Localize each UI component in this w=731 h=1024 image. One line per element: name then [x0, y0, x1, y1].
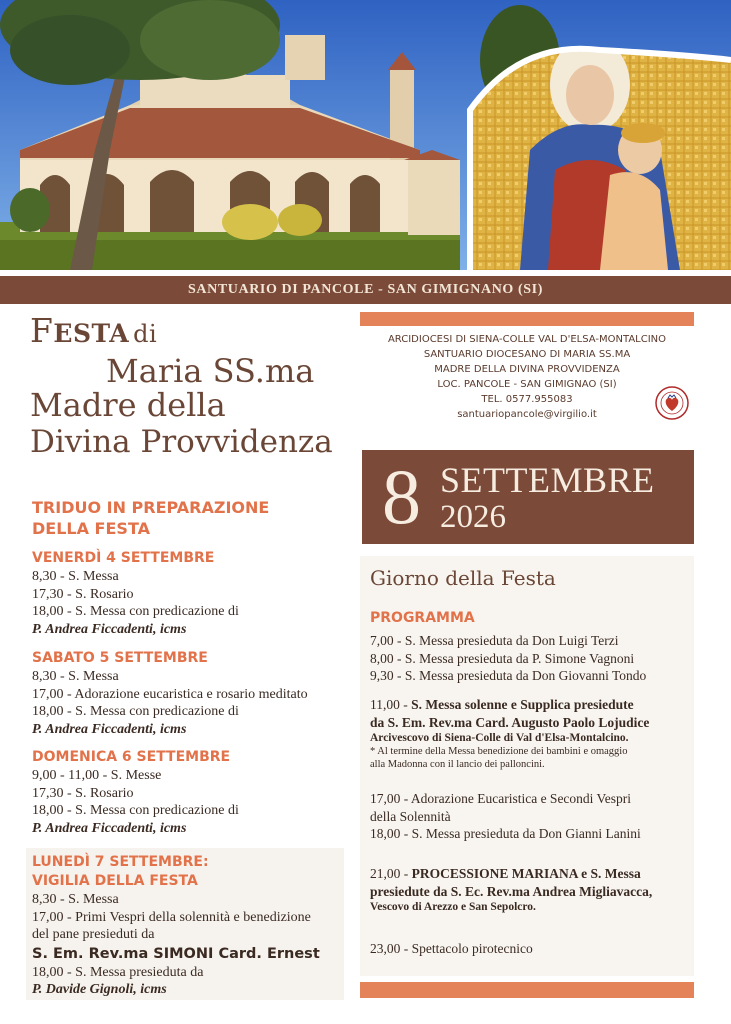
- triduo-line-1: TRIDUO IN PREPARAZIONE: [32, 498, 270, 517]
- schedule-line: 17,30 - S. Rosario: [32, 785, 134, 801]
- fireworks: [370, 940, 692, 958]
- top-accent-bar: [360, 312, 694, 326]
- evening-mass-line: 18,00 - S. Messa presieduta da Don Gianni Lanini: [370, 826, 641, 841]
- celebrant-name: S. Em. Rev.ma SIMONI Card. Ernest: [32, 945, 320, 962]
- email-address[interactable]: santuariopancole@virgilio.it: [457, 409, 597, 420]
- day-block-vigil: [32, 853, 342, 999]
- preacher-name: P. Andrea Ficcadenti, icms: [32, 721, 187, 737]
- schedule-line: 17,30 - S. Rosario: [32, 586, 134, 602]
- date-day: 8: [382, 453, 421, 540]
- header-photo: [0, 0, 731, 270]
- schedule-line: 8,30 - S. Messa: [32, 669, 119, 684]
- festival-title: [30, 311, 350, 460]
- diocese-line: MADRE DELLA DIVINA PROVVIDENZA: [434, 364, 620, 375]
- procession-role: Vescovo di Arezzo e San Sepolcro.: [370, 901, 536, 913]
- date-year: 2026: [440, 499, 506, 535]
- banner-text: SANTUARIO DI PANCOLE - SAN GIMIGNANO (SI): [188, 282, 543, 297]
- solemn-mass-time: 11,00 -: [370, 697, 412, 712]
- title-line-1: [30, 311, 350, 350]
- vigil-heading-1: LUNEDÌ 7 SETTEMBRE:: [32, 854, 209, 870]
- solemn-mass-note: alla Madonna con il lancio dei palloncini.: [370, 759, 545, 770]
- schedule-line: 18,00 - S. Messa presieduta da: [32, 964, 204, 980]
- procession-time: 21,00 -: [370, 866, 412, 881]
- procession-line-1: [370, 865, 692, 883]
- title-line-3: Madre della: [30, 386, 226, 424]
- schedule-line: 9,00 - 11,00 - S. Messe: [32, 768, 162, 783]
- day-heading: SABATO 5 SETTEMBRE: [32, 650, 208, 666]
- date-month: SETTEMBRE: [440, 460, 655, 500]
- sanctuary-photo: [0, 0, 731, 270]
- schedule-line: 18,00 - S. Messa con predicazione di: [32, 803, 239, 818]
- procession-title: PROCESSIONE MARIANA e S. Messa: [411, 866, 641, 881]
- diocese-contact: [360, 332, 694, 422]
- mass-line: 7,00 - S. Messa presieduta da Don Luigi Terzi: [370, 633, 619, 648]
- schedule-line: 17,00 - Primi Vespri della solennità e benedizione: [32, 909, 311, 925]
- solemn-mass: [370, 696, 692, 771]
- mass-line: 8,00 - S. Messa presieduta da P. Simone Vagnoni: [370, 650, 635, 666]
- vigil-heading-2: VIGILIA DELLA FESTA: [32, 873, 198, 889]
- location-banner: [0, 276, 731, 304]
- schedule-line: 17,00 - Adorazione eucaristica e rosario meditato: [32, 686, 308, 702]
- schedule-line: 8,30 - S. Messa: [32, 569, 119, 584]
- day-block-sunday: [32, 748, 342, 837]
- morning-masses: [370, 632, 692, 685]
- preacher-name: P. Davide Gignoli, icms: [32, 982, 167, 997]
- title-line-2: Maria SS.ma: [106, 352, 315, 390]
- schedule-line: 18,00 - S. Messa con predicazione di: [32, 604, 239, 619]
- day-heading: VENERDÌ 4 SETTEMBRE: [32, 550, 215, 566]
- day-heading: DOMENICA 6 SETTEMBRE: [32, 749, 231, 765]
- title-festa-rest: ESTA: [53, 319, 130, 348]
- vespers-line: della Solennità: [370, 808, 451, 824]
- program-heading: PROGRAMMA: [370, 610, 475, 626]
- procession: [370, 865, 692, 914]
- title-di: di: [133, 320, 158, 348]
- diocese-line: SANTUARIO DIOCESANO DI MARIA SS.MA: [423, 349, 631, 360]
- solemn-mass-title: S. Messa solenne e Supplica presiedute: [411, 697, 634, 712]
- solemn-mass-role: Arcivescovo di Siena-Colle di Val d'Elsa-Montalcino.: [370, 732, 629, 744]
- fireworks-line: 23,00 - Spettacolo pirotecnico: [370, 941, 533, 956]
- mass-line: 9,30 - S. Messa presieduta da Don Giovanni Tondo: [370, 668, 647, 683]
- title-line-4: Divina Provvidenza: [30, 424, 333, 460]
- day-block-saturday: [32, 649, 342, 738]
- phone-number: TEL. 0577.955083: [481, 394, 573, 405]
- preacher-name: P. Andrea Ficcadenti, icms: [32, 621, 187, 637]
- vespers-line: 17,00 - Adorazione Eucaristica e Secondi Vespri: [370, 791, 632, 806]
- solemn-mass-note: * Al termine della Messa benedizione dei bambini e omaggio: [370, 746, 628, 757]
- sanctuary-logo-icon: [655, 386, 689, 420]
- schedule-line: 8,30 - S. Messa: [32, 892, 119, 907]
- diocese-line: ARCIDIOCESI DI SIENA-COLLE VAL D'ELSA-MONTALCINO: [387, 334, 667, 345]
- solemn-mass-line-1: [370, 696, 692, 714]
- procession-celebrant: presiedute da S. Ec. Rev.ma Andrea Migliavacca,: [370, 883, 653, 899]
- bottom-accent-bar: [360, 982, 694, 998]
- feast-day-heading: Giorno della Festa: [370, 566, 556, 590]
- preacher-name: P. Andrea Ficcadenti, icms: [32, 820, 187, 836]
- schedule-line: 18,00 - S. Messa con predicazione di: [32, 704, 239, 719]
- schedule-line: del pane presieduti da: [32, 927, 155, 942]
- triduo-heading: [32, 497, 269, 539]
- diocese-line: LOC. PANCOLE - SAN GIMIGNAO (SI): [437, 379, 617, 390]
- title-festa-initial: F: [30, 311, 54, 350]
- vespers: [370, 790, 692, 843]
- solemn-mass-celebrant: da S. Em. Rev.ma Card. Augusto Paolo Lojudice: [370, 714, 650, 730]
- day-block-friday: [32, 549, 342, 638]
- triduo-line-2: DELLA FESTA: [32, 519, 150, 538]
